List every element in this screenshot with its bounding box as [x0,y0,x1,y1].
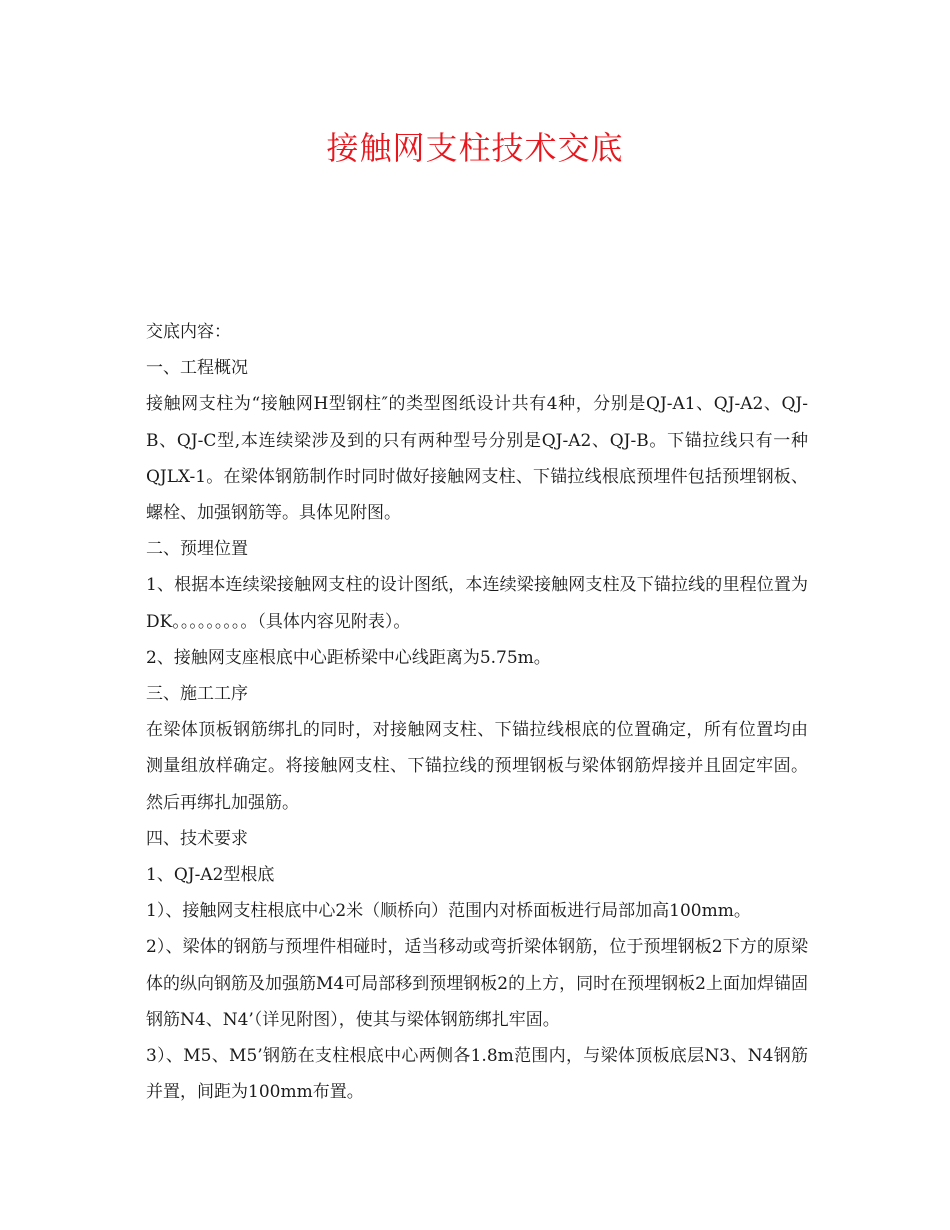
paragraph-construction-process: 在梁体顶板钢筋绑扎的同时，对接触网支柱、下锚拉线根底的位置确定，所有位置均由测量组放样确定。将接触网支柱、下锚拉线的预埋钢板与梁体钢筋焊接并且固定牢固。然后再绑扎加强筋。 [146,720,808,813]
section-heading-embedded-position: 二、预埋位置 [146,539,248,560]
paragraph-requirement-2: 2）、梁体的钢筋与预埋件相碰时，适当移动或弯折梁体钢筋，位于预埋钢板2下方的原梁体的纵向钢筋及加强筋M4可局部移到预埋钢板2的上方，同时在预埋钢板2上面加焊锚固钢筋N4、N4’（详见附图），使其与梁体钢筋绑扎牢固。 [146,937,808,1030]
paragraph-position-1: 1、根据本连续梁接触网支柱的设计图纸，本连续梁接触网支柱及下锚拉线的里程位置为DK。。。。。。。。。（具体内容见附表）。 [146,575,808,632]
section-heading-construction-process: 三、施工工序 [146,684,248,705]
subheading-qj-a2-foundation: 1、QJ-A2型根底 [146,865,275,886]
paragraph-requirement-1: 1）、接触网支柱根底中心2米（顺桥向）范围内对桥面板进行局部加高100mm。 [146,901,751,922]
document-body [146,314,808,1110]
label-disclosure-content: 交底内容： [146,322,231,342]
paragraph-project-overview: 接触网支柱为“接触网H型钢柱″的类型图纸设计共有4种，分别是QJ-A1、QJ-A2、QJ-B、QJ-C型,本连续梁涉及到的只有两种型号分别是QJ-A2、QJ-B。下锚拉线只有一种QJLX-1。在梁体钢筋制作时同时做好接触网支柱、下锚拉线根底预埋件包括预埋钢板、螺栓、加强钢筋等。具体见附图。 [146,394,808,524]
section-heading-project-overview: 一、工程概况 [146,358,248,379]
document-title: 接触网支柱技术交底 [326,129,624,167]
paragraph-position-2: 2、接触网支座根底中心距桥梁中心线距离为5.75m。 [146,647,551,668]
paragraph-requirement-3: 3）、M5、M5’钢筋在支柱根底中心两侧各1.8m范围内，与梁体顶板底层N3、N4钢筋并置，间距为100mm布置。 [146,1046,808,1103]
section-heading-technical-requirements: 四、技术要求 [146,828,248,849]
